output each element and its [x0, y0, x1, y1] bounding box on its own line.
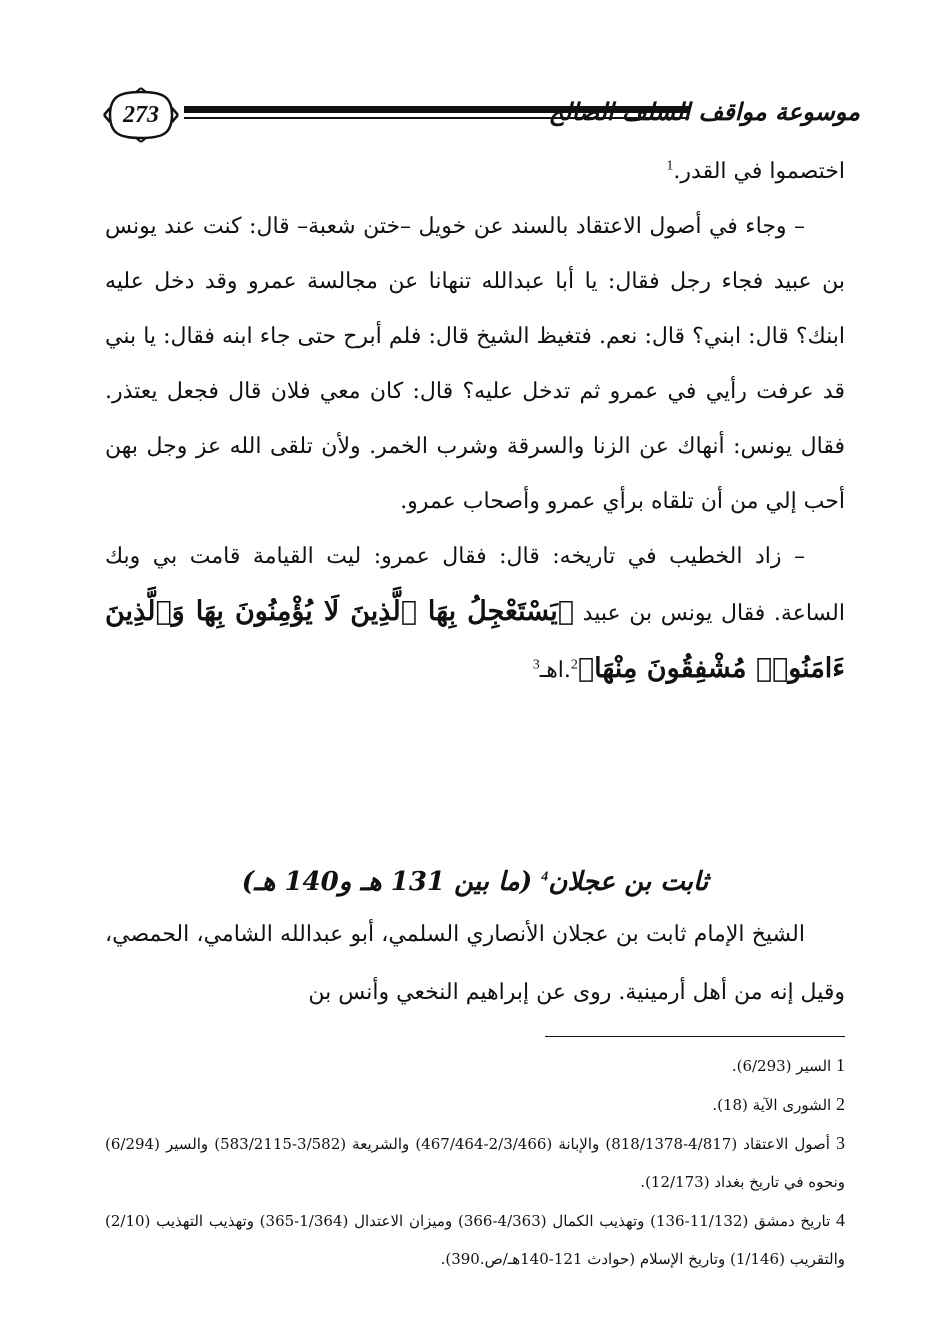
running-title: موسوعة مواقف السلف الصالح: [548, 97, 860, 126]
paragraph-3: [105, 529, 845, 698]
paragraph-2: – وجاء في أصول الاعتقاد بالسند عن خويل –ختن شعبة– قال: كنت عند يونس بن عبيد فجاء رجل فقال: يا أبا عبدالله تنهانا عن مجالسة عمرو وقد دخل عليه ابنك؟ قال: ابني؟ قال: نعم. فتغيظ الشيخ قال: فلم أبرح حتى جاء ابنه فقال: يا بني قد عرفت رأيي في عمرو ثم تدخل عليه؟ قال: كان معي فلان قال فجعل يعتذر. فقال يونس: أنهاك عن الزنا والسرقة وشرب الخمر. ولأن تلقى الله عز وجل بهن أحب إلي من أن تلقاه برأي عمرو وأصحاب عمرو.: [105, 214, 845, 514]
paragraph-3-tail: .اهـ: [539, 658, 571, 683]
footnote-ref-1[interactable]: 1: [666, 158, 674, 174]
footnote-3-text: أصول الاعتقاد (4/817-818/1378) والإبانة (2/3/466-467/464) والشريعة (3/582-583/2115) والسير (6/294) ونحوه في تاريخ بغداد (12/173).: [105, 1135, 845, 1191]
section-heading-name: ثابت بن عجلان: [548, 867, 709, 897]
section-heading-dates: (ما بين 131 هـ و140 هـ): [241, 867, 533, 897]
footnotes: [105, 1046, 845, 1278]
footnote-2-text: الشورى الآية (18).: [712, 1096, 832, 1114]
biography-text: [105, 906, 845, 1022]
main-text: [105, 144, 845, 698]
page-number: 273: [123, 102, 159, 128]
footnote-3-number: 3: [836, 1133, 845, 1153]
footnote-2: [105, 1085, 845, 1124]
footnote-2-number: 2: [836, 1094, 845, 1114]
paragraph-1: [105, 144, 845, 199]
footnote-4-number: 4: [836, 1210, 845, 1230]
footnote-3: [105, 1124, 845, 1201]
footnote-4-text: تاريخ دمشق (11/132-136) وتهذيب الكمال (4/363-366) وميزان الاعتدال (1/364-365) وتهذيب التهذيب (2/10) والتقريب (1/146) وتاريخ الإسلام (حوادث 121-140هـ/ص.390).: [105, 1212, 845, 1268]
paragraph-3-lead: – زاد الخطيب في تاريخه: قال: فقال عمرو: ليت القيامة قامت بي وبك الساعة. فقال يونس بن عبيد: [105, 544, 845, 626]
page-number-badge: [100, 86, 182, 144]
footnote-1-number: 1: [836, 1055, 845, 1075]
footnote-ref-2[interactable]: 2: [570, 657, 578, 673]
paragraph-1-text: اختصموا في القدر.: [673, 159, 845, 184]
page-header: [100, 86, 860, 146]
footnote-1-text: السير (6/293).: [731, 1057, 832, 1075]
footnote-1: [105, 1046, 845, 1085]
footnote-ref-4[interactable]: 4: [541, 869, 549, 885]
section-heading: [105, 852, 845, 912]
footnote-ref-3[interactable]: 3: [532, 657, 540, 673]
footnote-4: [105, 1201, 845, 1278]
biography-paragraph: الشيخ الإمام ثابت بن عجلان الأنصاري السلمي، أبو عبدالله الشامي، الحمصي، وقيل إنه من أهل أرمينية. روى عن إبراهيم النخعي وأنس بن: [105, 922, 845, 1005]
footnote-separator: [545, 1036, 845, 1037]
quran-verse: ﴿يَسْتَعْجِلُ بِهَا ٱلَّذِينَ لَا يُؤْمِنُونَ بِهَا وَٱلَّذِينَ ءَامَنُوا۟ مُشْفِقُونَ مِنْهَا﴾: [105, 596, 845, 684]
